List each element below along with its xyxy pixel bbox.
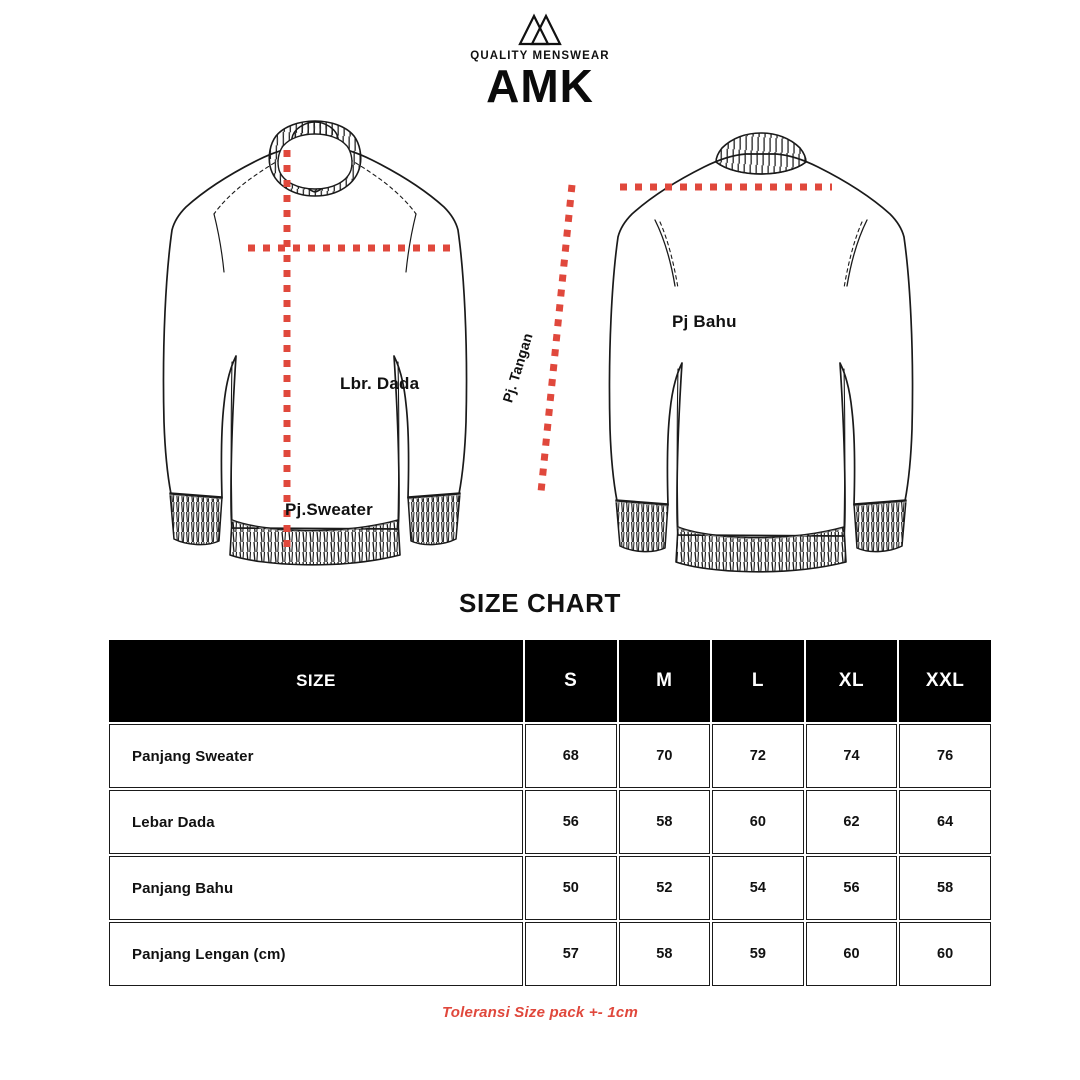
cell-lebar-dada-s: 56 (525, 790, 617, 854)
cell-lebar-dada-xl: 62 (806, 790, 898, 854)
label-chest-width: Lbr. Dada (340, 374, 420, 393)
cell-panjang-bahu-s: 50 (525, 856, 617, 920)
size-table-container (107, 638, 993, 988)
cell-panjang-sweater-xxl: 76 (899, 724, 991, 788)
row-label-panjang-sweater: Panjang Sweater (109, 724, 523, 788)
sweater-front-view (163, 121, 466, 565)
cell-panjang-lengan-xxl: 60 (899, 922, 991, 986)
header-size-xl: XL (806, 640, 898, 722)
header-size-s: S (525, 640, 617, 722)
cell-panjang-lengan-s: 57 (525, 922, 617, 986)
header-size-m: M (619, 640, 711, 722)
tolerance-note: Toleransi Size pack +- 1cm (442, 1004, 638, 1021)
cell-panjang-lengan-xl: 60 (806, 922, 898, 986)
sweater-illustration (0, 112, 1080, 574)
row-label-lebar-dada: Lebar Dada (109, 790, 523, 854)
cell-lebar-dada-m: 58 (619, 790, 711, 854)
table-row (109, 922, 991, 986)
label-sweater-length: Pj.Sweater (285, 500, 373, 519)
label-sleeve-length: Pj. Tangan (499, 331, 536, 405)
guide-sleeve-length (541, 185, 572, 492)
mountain-peaks-icon (516, 12, 564, 46)
cell-panjang-sweater-m: 70 (619, 724, 711, 788)
cell-panjang-sweater-s: 68 (525, 724, 617, 788)
cell-panjang-lengan-l: 59 (712, 922, 804, 986)
table-header-row (109, 640, 991, 722)
sweater-back-view (609, 133, 912, 572)
cell-panjang-sweater-xl: 74 (806, 724, 898, 788)
row-label-panjang-lengan: Panjang Lengan (cm) (109, 922, 523, 986)
cell-lebar-dada-xxl: 64 (899, 790, 991, 854)
page-title: SIZE CHART (459, 588, 621, 618)
cell-panjang-lengan-m: 58 (619, 922, 711, 986)
cell-lebar-dada-l: 60 (712, 790, 804, 854)
cell-panjang-bahu-m: 52 (619, 856, 711, 920)
row-label-panjang-bahu: Panjang Bahu (109, 856, 523, 920)
sweater-technical-drawings (0, 112, 1080, 574)
cell-panjang-bahu-xl: 56 (806, 856, 898, 920)
header-size-l: L (712, 640, 804, 722)
label-shoulder-length: Pj Bahu (672, 312, 737, 331)
brand-header (0, 12, 1080, 112)
cell-panjang-bahu-xxl: 58 (899, 856, 991, 920)
brand-name: AMK (486, 60, 594, 112)
size-table (107, 638, 993, 988)
brand-tagline: QUALITY MENSWEAR (470, 50, 610, 62)
table-row (109, 724, 991, 788)
table-row (109, 790, 991, 854)
header-size-label: SIZE (109, 640, 523, 722)
header-size-xxl: XXL (899, 640, 991, 722)
cell-panjang-bahu-l: 54 (712, 856, 804, 920)
cell-panjang-sweater-l: 72 (712, 724, 804, 788)
table-row (109, 856, 991, 920)
